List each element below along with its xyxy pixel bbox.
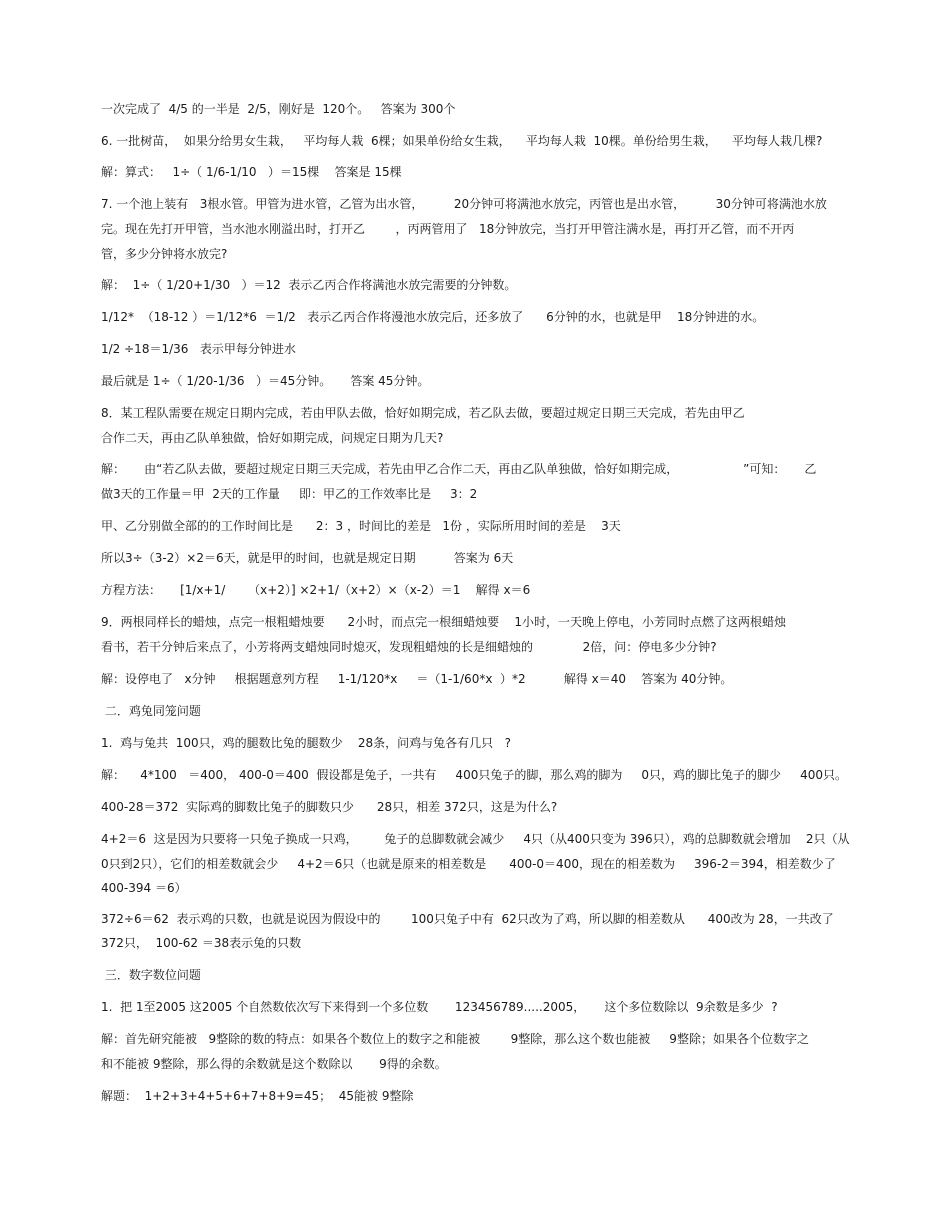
text-line: 方程方法： [1/x+1/ （x+2）] ×2+1/（x+2）×（x-2）＝1 解得 x＝6: [101, 583, 531, 597]
text-line: 0只到2只），它们的相差数就会少 4+2＝6只（也就是原来的相差数是 400-0＝400，现在的相差数为 396-2＝394，相差数少了: [101, 857, 836, 871]
solution-line: 解题： 1+2+3+4+5+6+7+8+9=45； 45能被 9整除: [101, 1089, 414, 1103]
text-line: 400-394 ＝6）: [101, 881, 187, 895]
problem-1: 1. 鸡与兔共 100只，鸡的腿数比兔的腿数少 28条，问鸡与兔各有几只 ?: [101, 736, 511, 750]
solution-line: 解： 4*100 ＝400， 400-0＝400 假设都是兔子，一共有 400只兔子的脚，那么鸡的脚为 0只，鸡的脚比兔子的脚少 400只。: [101, 768, 848, 782]
text-line: 合作二天，再由乙队单独做，恰好如期完成，问规定日期为几天?: [101, 431, 444, 445]
text-line: 和不能被 9整除，那么得的余数就是这个数除以 9得的余数。: [101, 1057, 447, 1071]
section-heading: 二．鸡兔同笼问题: [101, 704, 201, 718]
text-line: 1/2 ÷18＝1/36 表示甲每分钟进水: [101, 342, 296, 356]
text-line: 做3天的工作量＝甲 2天的工作量 即：甲乙的工作效率比是 3：2: [101, 487, 478, 501]
text-line: 最后就是 1÷（ 1/20-1/36 ）＝45分钟。 答案 45分钟。: [101, 374, 430, 388]
text-line: 所以3÷（3-2）×2＝6天，就是甲的时间，也就是规定日期 答案为 6天: [101, 551, 514, 565]
text-line: 看书，若干分钟后来点了，小芳将两支蜡烛同时熄灭，发现粗蜡烛的长是细蜡烛的 2倍，问：停电多少分钟?: [101, 640, 717, 654]
text-line: 372÷6＝62 表示鸡的只数，也就是说因为假设中的 100只兔子中有 62只改为了鸡，所以脚的相差数从 400改为 28，一共改了: [101, 912, 834, 926]
solution-line: 解：算式： 1÷（ 1/6-1/10 ）＝15棵 答案是 15棵: [101, 165, 402, 179]
text-line: 一次完成了 4/5 的一半是 2/5，刚好是 120个。 答案为 300个: [101, 102, 456, 116]
text-line: 完。现在先打开甲管，当水池水刚溢出时，打开乙 ，丙两管用了 18分钟放完，当打开甲管注满水是，再打开乙管，而不开丙: [101, 222, 795, 236]
solution-line: 解：首先研究能被 9整除的数的特点：如果各个数位上的数字之和能被 9整除，那么这个数也能被 9整除；如果各个位数字之: [101, 1032, 809, 1046]
text-line: 400-28＝372 实际鸡的脚数比兔子的脚数只少 28只，相差 372只，这是为什么?: [101, 800, 558, 814]
solution-line: 解： 由“若乙队去做，要超过规定日期三天完成，若先由甲乙合作二天，再由乙队单独做，恰好如期完成， ”可知： 乙: [101, 462, 817, 476]
problem-6: 6. 一批树苗， 如果分给男女生栽， 平均每人栽 6棵；如果单份给女生栽， 平均每人栽 10棵。单份给男生栽， 平均每人栽几棵?: [101, 134, 823, 148]
problem-7: 7. 一个池上装有 3根水管。甲管为进水管，乙管为出水管， 20分钟可将满池水放完，丙管也是出水管， 30分钟可将满池水放: [101, 197, 827, 211]
solution-line: 解：设停电了 x分钟 根据题意列方程 1-1/120*x ＝（1-1/60*x ）*2 解得 x＝40 答案为 40分钟。: [101, 672, 733, 686]
text-line: 甲、乙分别做全部的的工作时间比是 2：3 ，时间比的差是 1份 ，实际所用时间的差是 3天: [101, 519, 621, 533]
section-heading: 三．数字数位问题: [101, 968, 201, 982]
text-line: 1/12* （18-12 ）＝1/12*6 ＝1/2 表示乙丙合作将漫池水放完后，还多放了 6分钟的水，也就是甲 18分钟进的水。: [101, 310, 765, 324]
text-line: 4+2＝6 这是因为只要将一只兔子换成一只鸡， 兔子的总脚数就会减少 4只（从400只变为 396只），鸡的总脚数就会增加 2只（从: [101, 832, 850, 846]
problem-9: 9．两根同样长的蜡烛，点完一根粗蜡烛要 2小时，而点完一根细蜡烛要 1小时，一天晚上停电，小芳同时点燃了这两根蜡烛: [101, 615, 787, 629]
problem-8: 8．某工程队需要在规定日期内完成，若由甲队去做，恰好如期完成，若乙队去做，要超过规定日期三天完成，若先由甲乙: [101, 406, 745, 420]
text-line: 372只， 100-62 ＝38表示兔的只数: [101, 936, 302, 950]
problem-1: 1. 把 1至2005 这2005 个自然数依次写下来得到一个多位数 123456789.....2005， 这个多位数除以 9余数是多少 ?: [101, 1000, 778, 1014]
solution-line: 解： 1÷（ 1/20+1/30 ）＝12 表示乙丙合作将满池水放完需要的分钟数。: [101, 278, 517, 292]
text-line: 管，多少分钟将水放完?: [101, 247, 228, 261]
